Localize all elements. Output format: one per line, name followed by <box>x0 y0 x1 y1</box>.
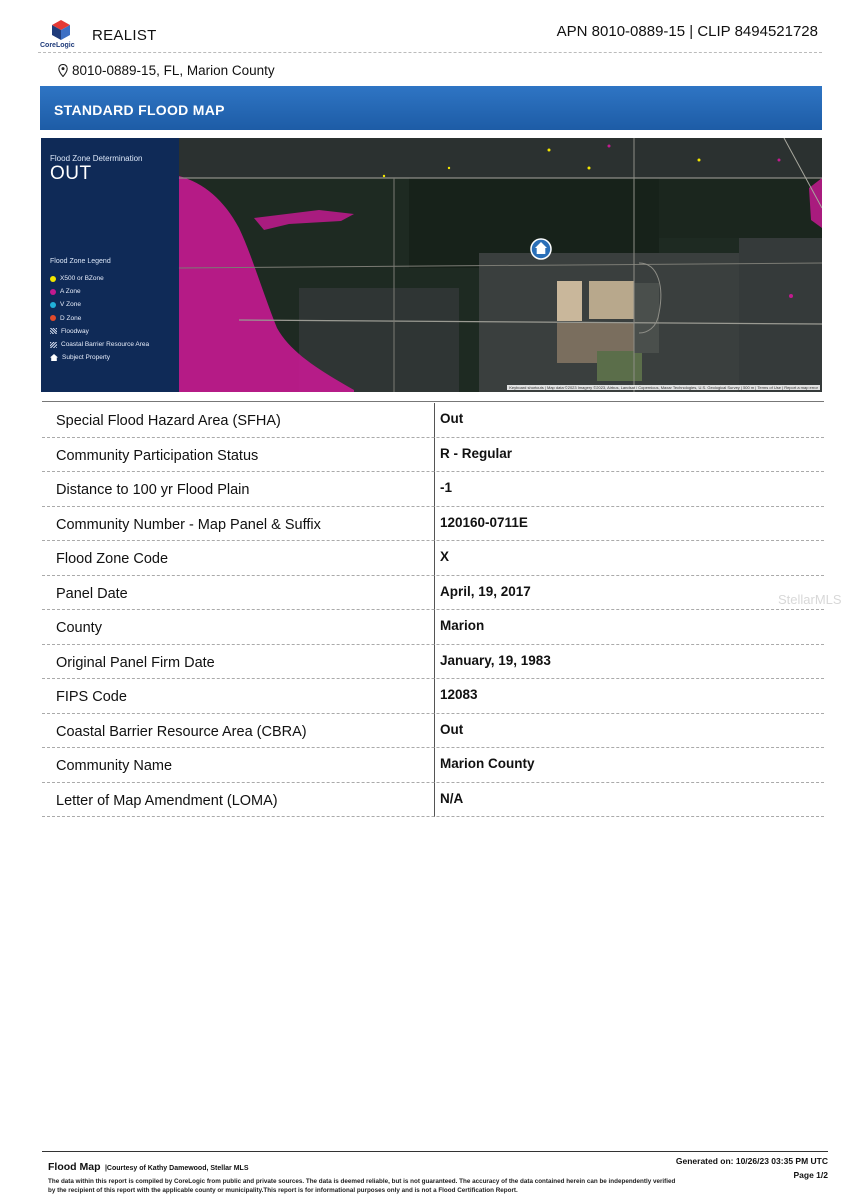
field-value: N/A <box>440 790 464 806</box>
table-row <box>42 576 824 611</box>
apn-clip-line: APN 8010-0889-15 | CLIP 8494521728 <box>556 23 818 40</box>
table-row <box>42 645 824 680</box>
legend-item <box>50 298 149 311</box>
field-value: Marion County <box>440 756 535 771</box>
legend-label: X500 or BZone <box>60 275 104 283</box>
field-value: X <box>440 549 450 564</box>
mls-watermark: StellarMLS <box>778 592 842 607</box>
table-row <box>42 472 824 507</box>
field-label: Letter of Map Amendment (LOMA) <box>56 792 278 809</box>
field-label: Community Name <box>56 758 173 774</box>
legend-item <box>50 285 149 298</box>
header-divider <box>38 52 822 53</box>
determination-value: OUT <box>50 163 92 184</box>
field-value: 120160-0711E <box>440 514 528 530</box>
field-value: Out <box>440 411 464 426</box>
legend-item <box>50 338 149 351</box>
legend-title: Flood Zone Legend <box>50 258 111 265</box>
field-value: January, 19, 1983 <box>440 652 551 668</box>
table-row <box>42 507 824 542</box>
field-label: County <box>56 620 102 636</box>
hatch-swatch-icon <box>50 342 57 348</box>
house-icon <box>50 354 58 361</box>
field-label: Original Panel Firm Date <box>56 654 215 671</box>
field-label: Coastal Barrier Resource Area (CBRA) <box>56 723 307 740</box>
legend-item <box>50 351 149 364</box>
flood-details-table <box>42 403 824 817</box>
magenta-dot-icon <box>50 289 56 295</box>
legend-label: Coastal Barrier Resource Area <box>61 341 150 349</box>
map-pin-icon <box>58 64 68 77</box>
footer-title: Flood Map <box>48 1161 101 1173</box>
field-label: FIPS Code <box>56 689 127 705</box>
legend-item <box>50 272 149 285</box>
report-header <box>38 14 822 54</box>
corelogic-logo <box>40 20 80 56</box>
corelogic-logo-icon <box>52 20 70 40</box>
field-label: Flood Zone Code <box>56 551 169 567</box>
satellite-imagery <box>179 138 822 392</box>
table-row <box>42 714 824 749</box>
generated-timestamp: Generated on: 10/26/23 03:35 PM UTC <box>675 1156 828 1166</box>
legend-item <box>50 325 149 338</box>
table-row <box>42 679 824 714</box>
field-label: Special Flood Hazard Area (SFHA) <box>56 413 281 429</box>
field-label: Distance to 100 yr Flood Plain <box>56 482 250 498</box>
legend-list <box>50 272 149 364</box>
table-row <box>42 438 824 473</box>
flood-map[interactable] <box>41 138 822 392</box>
field-label: Panel Date <box>56 585 128 602</box>
legend-label: A Zone <box>60 288 81 296</box>
cyan-dot-icon <box>50 302 56 308</box>
satellite-map-view[interactable] <box>179 138 822 392</box>
footer-info <box>48 1157 688 1195</box>
legend-label: Floodway <box>61 327 89 335</box>
map-attribution: Keyboard shortcuts | Map data ©2023 Imagery ©2023, Airbus, Landsat / Copernicus, Maxar Technologies, U.S. Geological Survey | 500 m | Terms of Use | Report a map error <box>509 385 818 390</box>
footer-divider <box>42 1151 828 1152</box>
table-row <box>42 403 824 438</box>
field-label: Community Participation Status <box>56 447 259 464</box>
legend-label: V Zone <box>60 301 81 309</box>
section-banner <box>40 86 822 130</box>
determination-caption: Flood Zone Determination <box>50 154 143 163</box>
field-value: -1 <box>440 480 453 495</box>
footer-courtesy: |Courtesy of Kathy Damewood, Stellar MLS <box>104 1165 249 1172</box>
hatch-swatch-icon <box>50 328 57 334</box>
red-dot-icon <box>50 315 56 321</box>
table-row <box>42 541 824 576</box>
field-value: April, 19, 2017 <box>440 583 531 599</box>
table-row <box>42 783 824 818</box>
section-title: STANDARD FLOOD MAP <box>54 102 225 118</box>
field-value: 12083 <box>440 687 478 702</box>
map-legend-panel <box>41 138 179 392</box>
field-value: R - Regular <box>440 445 513 461</box>
legend-label: D Zone <box>60 314 82 322</box>
page-number: Page 1/2 <box>793 1169 828 1180</box>
property-address <box>58 63 275 78</box>
field-value: Marion <box>440 618 485 633</box>
table-row <box>42 748 824 783</box>
legend-label: Subject Property <box>62 354 111 362</box>
footer-disclaimer: The data within this report is compiled by CoreLogic from public and private sources. The data is deemed reliable, but is not guaranteed. The accuracy of the data contained herein can be independently verified by the recipient of this report with the applicable county or municipality.This report is for informational purposes only and is not a Flood Certification Report. <box>48 1178 676 1194</box>
address-text: 8010-0889-15, FL, Marion County <box>72 63 275 78</box>
footer-meta <box>676 1155 828 1182</box>
brand-name: REALIST <box>92 27 157 44</box>
yellow-dot-icon <box>50 276 56 282</box>
table-top-rule <box>42 401 824 402</box>
logo-text: CoreLogic <box>40 42 75 49</box>
table-row <box>42 610 824 645</box>
field-value: Out <box>440 721 464 737</box>
field-label: Community Number - Map Panel & Suffix <box>56 516 321 533</box>
legend-item <box>50 312 149 325</box>
